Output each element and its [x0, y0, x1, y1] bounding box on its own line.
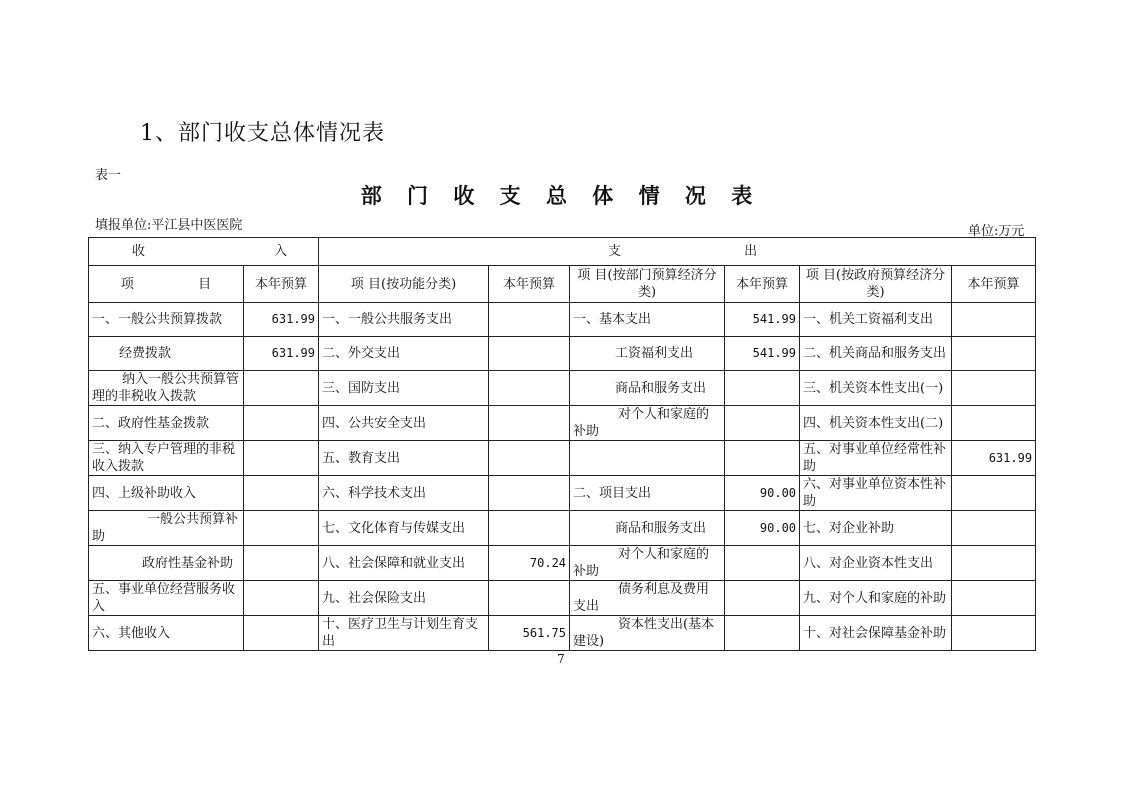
func-amount [489, 337, 570, 371]
func-amount [489, 441, 570, 476]
func-item: 三、国防支出 [319, 371, 489, 406]
table-row [89, 546, 1036, 581]
gov-item: 九、对个人和家庭的补助 [800, 581, 952, 616]
income-amount [244, 546, 319, 581]
income-item-header-right: 目 [198, 276, 212, 292]
func-item: 四、公共安全支出 [319, 406, 489, 441]
income-header-left: 收 [132, 244, 146, 259]
gov-amount [952, 581, 1036, 616]
income-item: 三、纳入专户管理的非税收入拨款 [89, 441, 244, 476]
dept-amount [725, 441, 800, 476]
func-item: 二、外交支出 [319, 337, 489, 371]
income-amount [244, 476, 319, 511]
dept-item: 商品和服务支出 [570, 511, 725, 546]
table-row [89, 441, 1036, 476]
table-row [89, 616, 1036, 651]
income-item: 一般公共预算补助 [89, 511, 244, 546]
income-item: 一、一般公共预算拨款 [89, 303, 244, 337]
income-item-header-left: 项 [120, 276, 134, 292]
expense-group-header [319, 238, 1036, 266]
func-item: 七、文化体育与传媒支出 [319, 511, 489, 546]
income-amount: 631.99 [244, 303, 319, 337]
gov-amount [952, 476, 1036, 511]
income-item: 纳入一般公共预算管理的非税收入拨款 [89, 371, 244, 406]
income-amount [244, 371, 319, 406]
expense-header-right: 出 [744, 244, 758, 259]
income-item-header [89, 266, 244, 303]
income-item: 政府性基金补助 [89, 546, 244, 581]
gov-item-header: 项 目(按政府预算经济分类) [800, 266, 952, 303]
gov-item: 八、对企业资本性支出 [800, 546, 952, 581]
func-item: 九、社会保险支出 [319, 581, 489, 616]
table-row [89, 581, 1036, 616]
dept-item: 对个人和家庭的补助 [570, 406, 725, 441]
func-item: 一、一般公共服务支出 [319, 303, 489, 337]
income-header-right: 入 [274, 244, 288, 259]
header-row-columns [89, 266, 1036, 303]
gov-item: 六、对事业单位资本性补助 [800, 476, 952, 511]
gov-item: 七、对企业补助 [800, 511, 952, 546]
dept-amount [725, 581, 800, 616]
income-amount [244, 441, 319, 476]
header-row-top [89, 238, 1036, 266]
gov-amount [952, 406, 1036, 441]
income-amount [244, 581, 319, 616]
func-amount [489, 476, 570, 511]
func-amount [489, 303, 570, 337]
dept-item-header: 项 目(按部门预算经济分类) [570, 266, 725, 303]
dept-item: 一、基本支出 [570, 303, 725, 337]
expense-header-left: 支 [608, 244, 622, 259]
dept-amount [725, 406, 800, 441]
func-amount [489, 371, 570, 406]
dept-item: 债务利息及费用支出 [570, 581, 725, 616]
func-item: 八、社会保障和就业支出 [319, 546, 489, 581]
gov-amount [952, 303, 1036, 337]
func-item: 十、医疗卫生与计划生育支出 [319, 616, 489, 651]
dept-item: 工资福利支出 [570, 337, 725, 371]
gov-item: 一、机关工资福利支出 [800, 303, 952, 337]
dept-amount [725, 371, 800, 406]
table-row [89, 511, 1036, 546]
budget-table [88, 237, 1036, 651]
income-group-header [89, 238, 319, 266]
dept-item: 二、项目支出 [570, 476, 725, 511]
reporting-unit: 填报单位:平江县中医医院 [95, 218, 243, 233]
dept-amount: 541.99 [725, 337, 800, 371]
income-item: 六、其他收入 [89, 616, 244, 651]
dept-amount [725, 546, 800, 581]
dept-item: 资本性支出(基本建设) [570, 616, 725, 651]
report-title: 部 门 收 支 总 体 情 况 表 [360, 183, 762, 208]
func-amount: 70.24 [489, 546, 570, 581]
dept-item: 对个人和家庭的补助 [570, 546, 725, 581]
income-item: 经费拨款 [89, 337, 244, 371]
dept-amount: 90.00 [725, 476, 800, 511]
dept-amount: 90.00 [725, 511, 800, 546]
func-amount [489, 406, 570, 441]
dept-amount [725, 616, 800, 651]
section-heading: 1、部门收支总体情况表 [140, 121, 385, 146]
gov-amount [952, 511, 1036, 546]
table-row [89, 406, 1036, 441]
table-label: 表一 [95, 168, 122, 183]
income-budget-header: 本年预算 [244, 266, 319, 303]
table-row [89, 371, 1036, 406]
gov-amount [952, 546, 1036, 581]
gov-amount [952, 616, 1036, 651]
func-item-header: 项 目(按功能分类) [319, 266, 489, 303]
func-amount [489, 511, 570, 546]
income-amount [244, 406, 319, 441]
table-row [89, 337, 1036, 371]
dept-budget-header: 本年预算 [725, 266, 800, 303]
gov-item: 四、机关资本性支出(二) [800, 406, 952, 441]
gov-item: 五、对事业单位经常性补助 [800, 441, 952, 476]
income-item: 五、事业单位经营服务收入 [89, 581, 244, 616]
func-item: 五、教育支出 [319, 441, 489, 476]
gov-item: 三、机关资本性支出(一) [800, 371, 952, 406]
gov-item: 十、对社会保障基金补助 [800, 616, 952, 651]
func-amount: 561.75 [489, 616, 570, 651]
currency-unit: 单位:万元 [968, 224, 1025, 239]
gov-item: 二、机关商品和服务支出 [800, 337, 952, 371]
income-amount [244, 511, 319, 546]
gov-amount: 631.99 [952, 441, 1036, 476]
dept-item: 商品和服务支出 [570, 371, 725, 406]
dept-amount: 541.99 [725, 303, 800, 337]
page-number: 7 [557, 652, 565, 666]
income-item: 二、政府性基金拨款 [89, 406, 244, 441]
table-row [89, 476, 1036, 511]
gov-amount [952, 371, 1036, 406]
income-amount [244, 616, 319, 651]
gov-budget-header: 本年预算 [952, 266, 1036, 303]
gov-amount [952, 337, 1036, 371]
func-item: 六、科学技术支出 [319, 476, 489, 511]
func-amount [489, 581, 570, 616]
dept-item [570, 441, 725, 476]
func-budget-header: 本年预算 [489, 266, 570, 303]
income-item: 四、上级补助收入 [89, 476, 244, 511]
income-amount: 631.99 [244, 337, 319, 371]
table-row [89, 303, 1036, 337]
